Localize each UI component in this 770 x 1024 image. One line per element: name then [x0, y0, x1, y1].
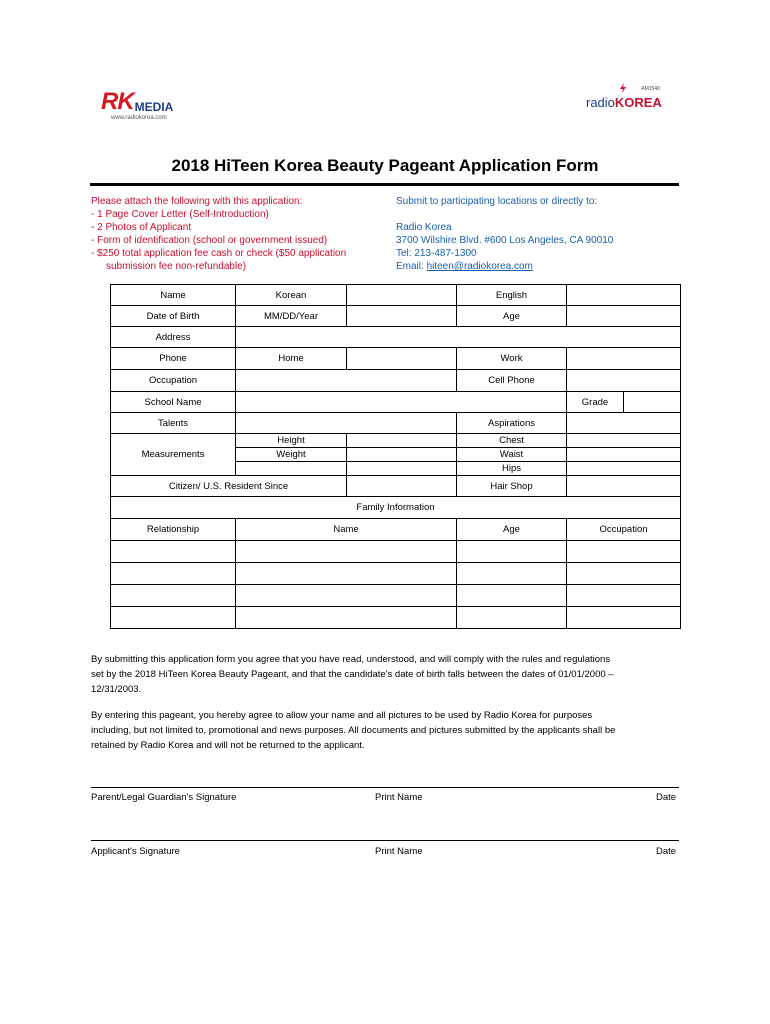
attach-item: submission fee non-refundable)	[106, 261, 247, 272]
lightning-icon	[620, 83, 626, 93]
guardian-signature-label: Parent/Legal Guardian's Signature	[91, 792, 237, 803]
paragraph-line: set by the 2018 HiTeen Korea Beauty Pageant, and that the candidate's date of birth falls between the dates of 01/01/2000 –	[91, 669, 614, 680]
family-occupation-field[interactable]	[567, 563, 681, 585]
hips-field[interactable]	[567, 462, 681, 476]
blank-cell	[236, 462, 347, 476]
family-occupation-field[interactable]	[567, 607, 681, 629]
relationship-header: Relationship	[111, 519, 236, 541]
grade-field[interactable]	[624, 392, 681, 413]
home-label: Home	[236, 348, 347, 370]
attach-instructions	[91, 195, 346, 273]
title-rule	[90, 183, 679, 186]
weight-label: Weight	[236, 448, 347, 462]
guardian-print-name-label: Print Name	[375, 792, 423, 803]
family-occupation-field[interactable]	[567, 585, 681, 607]
paragraph-line: including, but not limited to, promotional and news purposes. All documents and pictures submitted by the applicants shall be	[91, 725, 616, 736]
family-age-header: Age	[457, 519, 567, 541]
paragraph-line: 12/31/2003.	[91, 684, 142, 695]
family-name-header: Name	[236, 519, 457, 541]
rk-logo-letters: RK	[101, 88, 134, 115]
korean-label: Korean	[236, 285, 347, 306]
consent-paragraph	[91, 708, 679, 753]
measurements-label: Measurements	[111, 434, 236, 476]
attach-item: - $250 total application fee cash or check ($50 application	[91, 248, 347, 259]
paragraph-line: By entering this pageant, you hereby agree to allow your name and all pictures to be used by Radio Korea for purposes	[91, 710, 593, 721]
work-phone-field[interactable]	[567, 348, 681, 370]
family-relationship-field[interactable]	[111, 585, 236, 607]
family-relationship-field[interactable]	[111, 563, 236, 585]
family-row	[111, 607, 681, 629]
family-relationship-field[interactable]	[111, 607, 236, 629]
citizen-label: Citizen/ U.S. Resident Since	[111, 476, 347, 497]
agreement-paragraph	[91, 652, 679, 697]
height-label: Height	[236, 434, 347, 448]
school-name-label: School Name	[111, 392, 236, 413]
school-name-field[interactable]	[236, 392, 567, 413]
family-age-field[interactable]	[457, 585, 567, 607]
family-row	[111, 563, 681, 585]
family-name-field[interactable]	[236, 541, 457, 563]
waist-label: Waist	[457, 448, 567, 462]
weight-field[interactable]	[347, 448, 457, 462]
page-title: 2018 HiTeen Korea Beauty Pageant Application Form	[171, 156, 599, 175]
submit-heading: Submit to participating locations or directly to:	[396, 196, 598, 207]
submit-tel: Tel: 213-487-1300	[396, 248, 477, 259]
occupation-label: Occupation	[111, 370, 236, 392]
paragraph-line: retained by Radio Korea and will not be returned to the applicant.	[91, 740, 365, 751]
address-field[interactable]	[236, 327, 681, 348]
cell-phone-field[interactable]	[567, 370, 681, 392]
attach-item: - 2 Photos of Applicant	[91, 222, 192, 233]
cell-phone-label: Cell Phone	[457, 370, 567, 392]
address-label: Address	[111, 327, 236, 348]
attach-heading: Please attach the following with this application:	[91, 196, 303, 207]
rk-logo-url: www.radiokorea.com	[111, 115, 167, 121]
email-link[interactable]: hiteen@radiokorea.com	[426, 261, 533, 272]
guardian-signature-line[interactable]	[91, 787, 679, 788]
family-relationship-field[interactable]	[111, 541, 236, 563]
hair-shop-label: Hair Shop	[457, 476, 567, 497]
talents-field[interactable]	[236, 413, 457, 434]
chest-field[interactable]	[567, 434, 681, 448]
family-age-field[interactable]	[457, 541, 567, 563]
family-age-field[interactable]	[457, 607, 567, 629]
guardian-date-label: Date	[656, 792, 677, 803]
rk-media-logo	[101, 90, 173, 121]
name-label: Name	[111, 285, 236, 306]
rk-logo-media: MEDIA	[134, 100, 174, 114]
application-form-table	[110, 284, 681, 629]
citizen-field[interactable]	[347, 476, 457, 497]
applicant-signature-label: Applicant's Signature	[91, 846, 180, 857]
paragraph-line: By submitting this application form you agree that you have read, understood, and will comply with the rules and regulations	[91, 654, 611, 665]
family-info-header: Family Information	[111, 497, 681, 519]
family-age-field[interactable]	[457, 563, 567, 585]
english-label: English	[457, 285, 567, 306]
work-label: Work	[457, 348, 567, 370]
submit-name: Radio Korea	[396, 222, 452, 233]
hair-shop-field[interactable]	[567, 476, 681, 497]
age-field[interactable]	[567, 306, 681, 327]
blank-cell	[347, 462, 457, 476]
attach-item: - 1 Page Cover Letter (Self-Introduction)	[91, 209, 269, 220]
aspirations-label: Aspirations	[457, 413, 567, 434]
submit-email-label: Email:	[396, 261, 427, 272]
dob-field[interactable]	[347, 306, 457, 327]
family-name-field[interactable]	[236, 585, 457, 607]
dob-label: Date of Birth	[111, 306, 236, 327]
hips-label: Hips	[457, 462, 567, 476]
family-occupation-field[interactable]	[567, 541, 681, 563]
grade-label: Grade	[567, 392, 624, 413]
english-name-field[interactable]	[567, 285, 681, 306]
family-occupation-header: Occupation	[567, 519, 681, 541]
waist-field[interactable]	[567, 448, 681, 462]
korean-name-field[interactable]	[347, 285, 457, 306]
attach-item: - Form of identification (school or government issued)	[91, 235, 328, 246]
radio-korea-radio: radio	[586, 95, 615, 110]
aspirations-field[interactable]	[567, 413, 681, 434]
occupation-field[interactable]	[236, 370, 457, 392]
dob-format-label: MM/DD/Year	[236, 306, 347, 327]
family-name-field[interactable]	[236, 563, 457, 585]
radio-korea-frequency: AM1540	[641, 86, 660, 92]
family-name-field[interactable]	[236, 607, 457, 629]
family-row	[111, 541, 681, 563]
radio-korea-logo	[586, 86, 662, 109]
radio-korea-korea: KOREA	[614, 95, 662, 110]
applicant-signature-line[interactable]	[91, 840, 679, 841]
applicant-print-name-label: Print Name	[375, 846, 423, 857]
applicant-date-label: Date	[656, 846, 677, 857]
home-phone-field[interactable]	[347, 348, 457, 370]
chest-label: Chest	[457, 434, 567, 448]
height-field[interactable]	[347, 434, 457, 448]
talents-label: Talents	[111, 413, 236, 434]
phone-label: Phone	[111, 348, 236, 370]
submit-address: 3700 Wilshire Blvd. #600 Los Angeles, CA 90010	[396, 235, 614, 246]
family-row	[111, 585, 681, 607]
submit-info	[396, 195, 613, 273]
age-label: Age	[457, 306, 567, 327]
